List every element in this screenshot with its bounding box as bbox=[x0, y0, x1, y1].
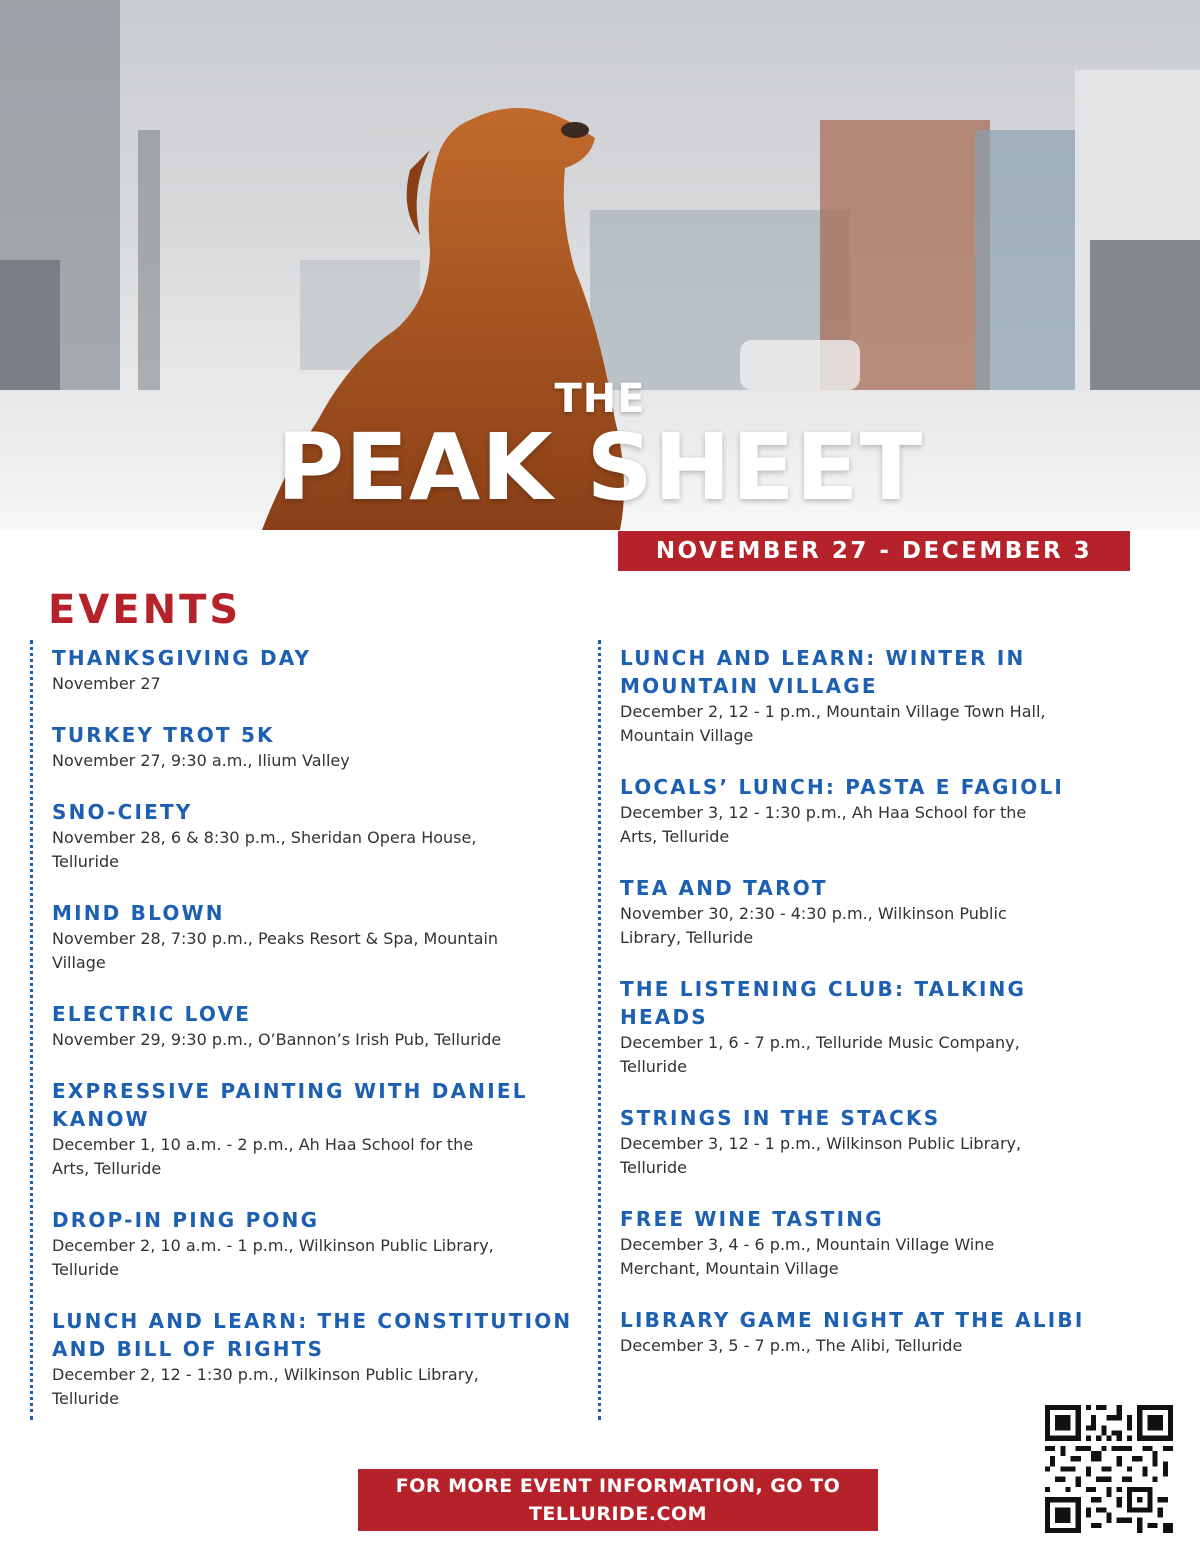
event-item bbox=[620, 1306, 1121, 1358]
event-title: SNO-CIETY bbox=[52, 800, 193, 824]
events-column-right bbox=[598, 640, 1121, 1420]
event-title: TURKEY TROT 5K bbox=[52, 723, 275, 747]
event-title: MIND BLOWN bbox=[52, 901, 225, 925]
event-detail: Telluride bbox=[620, 1158, 687, 1177]
event-detail: December 2, 10 a.m. - 1 p.m., Wilkinson Public Library, bbox=[52, 1236, 494, 1255]
event-item bbox=[620, 874, 1121, 950]
event-detail: December 3, 4 - 6 p.m., Mountain Village Wine bbox=[620, 1235, 995, 1254]
event-title: LOCALS’ LUNCH: PASTA E FAGIOLI bbox=[620, 775, 1065, 799]
event-title: THE LISTENING CLUB: TALKING HEADS bbox=[620, 977, 1027, 1029]
event-detail: Telluride bbox=[52, 1389, 119, 1408]
event-detail: December 3, 5 - 7 p.m., The Alibi, Telluride bbox=[620, 1336, 963, 1355]
event-title: LUNCH AND LEARN: THE CONSTITUTION AND BILL OF RIGHTS bbox=[52, 1309, 573, 1361]
event-title: THANKSGIVING DAY bbox=[52, 646, 312, 670]
event-detail: December 2, 12 - 1:30 p.m., Wilkinson Public Library, bbox=[52, 1365, 479, 1384]
event-detail: Merchant, Mountain Village bbox=[620, 1259, 839, 1278]
title-peak-sheet: PEAK SHEET bbox=[276, 414, 924, 521]
date-range-banner: NOVEMBER 27 - DECEMBER 3 bbox=[618, 531, 1130, 571]
cta-link-telluride[interactable]: TELLURIDE.COM bbox=[528, 1503, 708, 1525]
event-item bbox=[620, 1205, 1121, 1281]
event-item bbox=[620, 644, 1121, 748]
event-item bbox=[620, 1104, 1121, 1180]
event-title: EXPRESSIVE PAINTING WITH DANIEL KANOW bbox=[52, 1079, 528, 1131]
event-detail: November 27 bbox=[52, 674, 161, 693]
event-item bbox=[52, 1000, 593, 1052]
event-detail: Telluride bbox=[52, 1260, 119, 1279]
event-detail: Mountain Village bbox=[620, 726, 754, 745]
event-detail: November 28, 7:30 p.m., Peaks Resort & Spa, Mountain bbox=[52, 929, 499, 948]
event-title: STRINGS IN THE STACKS bbox=[620, 1106, 941, 1130]
event-item bbox=[52, 1307, 593, 1411]
event-detail: December 3, 12 - 1 p.m., Wilkinson Public Library, bbox=[620, 1134, 1022, 1153]
event-item bbox=[52, 798, 593, 874]
event-title: TEA AND TAROT bbox=[620, 876, 828, 900]
event-item bbox=[52, 1206, 593, 1282]
event-item bbox=[52, 721, 593, 773]
event-item bbox=[52, 644, 593, 696]
event-title: LIBRARY GAME NIGHT AT THE ALIBI bbox=[620, 1308, 1085, 1332]
event-item bbox=[620, 975, 1121, 1079]
qr-code-icon[interactable] bbox=[1045, 1405, 1173, 1533]
event-detail: Arts, Telluride bbox=[620, 827, 730, 846]
event-detail: Village bbox=[52, 953, 106, 972]
event-detail: November 29, 9:30 p.m., O’Bannon’s Irish Pub, Telluride bbox=[52, 1030, 502, 1049]
events-column-left bbox=[30, 640, 593, 1420]
event-item bbox=[52, 899, 593, 975]
event-title: DROP-IN PING PONG bbox=[52, 1208, 320, 1232]
event-item bbox=[620, 773, 1121, 849]
more-info-banner[interactable] bbox=[358, 1469, 878, 1531]
hero-image bbox=[0, 0, 1200, 530]
event-detail: Library, Telluride bbox=[620, 928, 754, 947]
event-detail: November 27, 9:30 a.m., Ilium Valley bbox=[52, 751, 350, 770]
event-detail: December 1, 6 - 7 p.m., Telluride Music Company, bbox=[620, 1033, 1020, 1052]
event-detail: November 28, 6 & 8:30 p.m., Sheridan Opera House, bbox=[52, 828, 477, 847]
events-heading: EVENTS bbox=[48, 587, 242, 633]
event-detail: Telluride bbox=[620, 1057, 687, 1076]
event-detail: Telluride bbox=[52, 852, 119, 871]
event-title: FREE WINE TASTING bbox=[620, 1207, 884, 1231]
event-item bbox=[52, 1077, 593, 1181]
event-detail: December 1, 10 a.m. - 2 p.m., Ah Haa School for the bbox=[52, 1135, 474, 1154]
event-detail: December 3, 12 - 1:30 p.m., Ah Haa School for the bbox=[620, 803, 1027, 822]
title-the: THE bbox=[554, 376, 646, 422]
event-detail: Arts, Telluride bbox=[52, 1159, 162, 1178]
event-title: ELECTRIC LOVE bbox=[52, 1002, 252, 1026]
cta-line-1: FOR MORE EVENT INFORMATION, GO TO bbox=[395, 1475, 841, 1497]
event-detail: December 2, 12 - 1 p.m., Mountain Village Town Hall, bbox=[620, 702, 1046, 721]
event-detail: November 30, 2:30 - 4:30 p.m., Wilkinson Public bbox=[620, 904, 1007, 923]
event-title: LUNCH AND LEARN: WINTER IN MOUNTAIN VILLAGE bbox=[620, 646, 1026, 698]
